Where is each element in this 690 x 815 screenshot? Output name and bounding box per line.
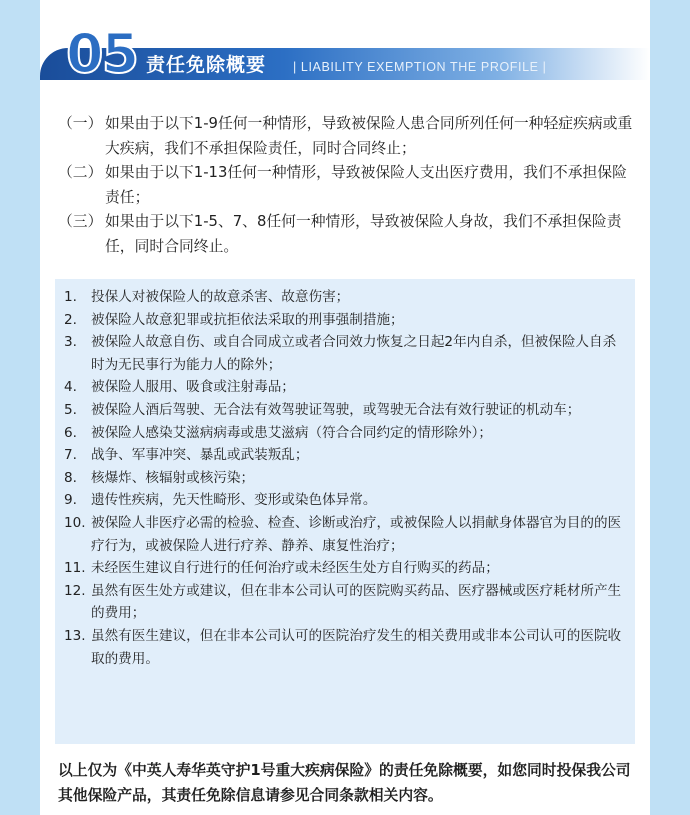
item-text: 被保险人故意自伤、或自合同成立或者合同效力恢复之日起2年内自杀，但被保险人自杀时为无民事行为能力人的除外； [91,334,617,373]
list-item [64,331,624,376]
list-item [64,557,624,580]
list-item [64,467,624,490]
list-item [64,512,624,557]
clause-text: 如果由于以下1-13任何一种情形，导致被保险人支出医疗费用，我们不承担保险责任； [105,164,627,206]
item-text: 被保险人服用、吸食或注射毒品； [91,379,295,396]
list-item [64,399,624,422]
list-item [64,376,624,399]
section-title: 责任免除概要 [146,54,267,76]
item-text: 核爆炸、核辐射或核污染； [91,469,255,486]
item-number: 6. [64,424,77,441]
item-text: 虽然有医生建议，但在非本公司认可的医院治疗发生的相关费用或非本公司认可的医院收取的费用。 [91,627,622,667]
item-text: 被保险人酒后驾驶、无合法有效驾驶证驾驶，或驾驶无合法有效行驶证的机动车； [91,401,581,418]
list-item [64,422,624,445]
footer-note: 以上仅为《中英人寿华英守护1号重大疾病保险》的责任免除概要，如您同时投保我公司其他保险产品，其责任免除信息请参见合同条款相关内容。 [58,762,631,804]
list-item [64,580,624,625]
list-item [64,286,624,309]
clause-text: 如果由于以下1-9任何一种情形，导致被保险人患合同所列任何一种轻症疾病或重大疾病，我们不承担保险责任，同时合同终止； [105,115,633,157]
clause [58,112,638,161]
item-text: 虽然有医生处方或建议，但在非本公司认可的医院购买药品、医疗器械或医疗耗材所产生的费用； [91,582,622,622]
clause-list [58,112,638,259]
section-subtitle: | LIABILITY EXEMPTION THE PROFILE | [293,60,547,74]
clause [58,210,638,259]
item-text: 未经医生建议自行进行的任何治疗或未经医生处方自行购买的药品； [91,560,499,577]
item-text: 被保险人非医疗必需的检验、检查、诊断或治疗，或被保险人以捐献身体器官为目的的医疗行为，或被保险人进行疗养、静养、康复性治疗； [91,514,622,554]
item-number: 10. [64,514,86,531]
clause [58,161,638,210]
item-number: 2. [64,311,77,328]
exemption-list [64,286,624,670]
item-text: 投保人对被保险人的故意杀害、故意伤害； [91,289,350,305]
section-number: 05 [66,22,138,85]
item-text: 遗传性疾病，先天性畸形、变形或染色体异常。 [91,492,377,509]
item-number: 5. [64,401,77,418]
clause-label: （一） [58,115,103,132]
item-number: 8. [64,469,77,486]
clause-label: （三） [58,213,103,230]
list-item [64,489,624,512]
clause-text: 如果由于以下1-5、7、8任何一种情形，导致被保险人身故，我们不承担保险责任，同时合同终止。 [105,213,622,255]
clause-label: （二） [58,164,103,181]
item-number: 13. [64,627,86,644]
item-number: 12. [64,582,86,599]
item-number: 3. [64,334,77,351]
list-item [64,444,624,467]
item-text: 战争、军事冲突、暴乱或武装叛乱； [91,447,309,464]
item-number: 9. [64,492,77,509]
list-item [64,309,624,332]
list-item [64,625,624,670]
item-number: 7. [64,447,77,464]
item-number: 11. [64,560,86,577]
item-number: 4. [64,379,77,396]
item-text: 被保险人感染艾滋病病毒或患艾滋病（符合合同约定的情形除外）； [91,424,493,441]
item-text: 被保险人故意犯罪或抗拒依法采取的刑事强制措施； [91,311,404,328]
item-number: 1. [64,289,77,305]
